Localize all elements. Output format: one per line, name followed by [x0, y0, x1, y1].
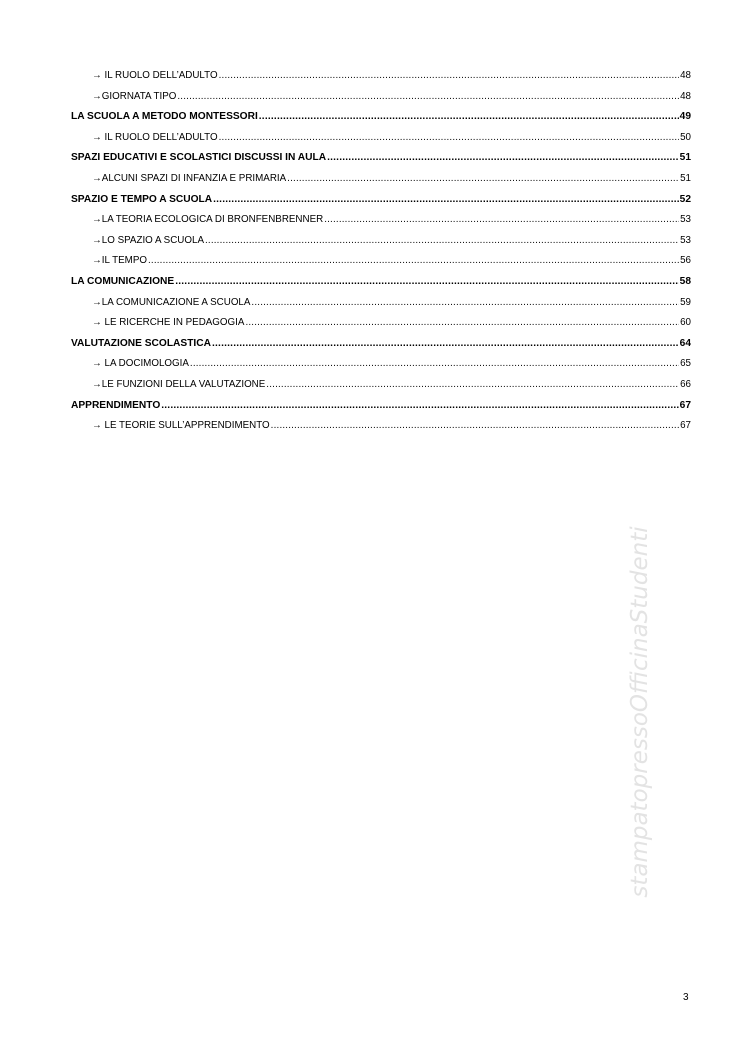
- toc-section-entry[interactable]: [71, 375, 691, 396]
- toc-section-entry[interactable]: [71, 293, 691, 314]
- toc-section-entry[interactable]: [71, 210, 691, 231]
- toc-dot-leader: [327, 148, 679, 169]
- toc-dot-leader: [190, 354, 679, 375]
- toc-entry-page-number: 53: [680, 214, 691, 226]
- table-of-contents: [71, 66, 691, 437]
- toc-entry-title: →LO SPAZIO A SCUOLA: [92, 234, 204, 246]
- toc-entry-page-number: 52: [679, 193, 691, 205]
- toc-chapter-entry[interactable]: [71, 148, 691, 169]
- toc-entry-title: →LA TEORIA ECOLOGICA DI BRONFENBRENNER: [92, 214, 324, 226]
- toc-entry-page-number: 53: [680, 234, 691, 246]
- toc-entry-title: SPAZI EDUCATIVI E SCOLASTICI DISCUSSI IN AULA: [71, 152, 327, 164]
- toc-dot-leader: [259, 107, 679, 128]
- toc-section-entry[interactable]: [71, 169, 691, 190]
- watermark: stampatopressoOfficinaStudenti: [627, 526, 653, 898]
- toc-dot-leader: [161, 396, 678, 417]
- toc-entry-page-number: 67: [680, 420, 691, 432]
- toc-chapter-entry[interactable]: [71, 107, 691, 128]
- toc-entry-title: LA SCUOLA A METODO MONTESSORI: [71, 111, 258, 123]
- toc-entry-page-number: 48: [680, 90, 691, 102]
- toc-entry-page-number: 49: [679, 111, 691, 123]
- toc-section-entry[interactable]: [71, 313, 691, 334]
- toc-dot-leader: [205, 231, 679, 252]
- toc-entry-page-number: 58: [679, 275, 691, 287]
- toc-entry-title: → LE TEORIE SULL’APPRENDIMENTO: [92, 420, 270, 432]
- toc-chapter-entry[interactable]: [71, 334, 691, 355]
- toc-dot-leader: [287, 169, 679, 190]
- toc-entry-page-number: 50: [680, 131, 691, 143]
- toc-entry-page-number: 48: [680, 70, 691, 81]
- toc-dot-leader: [245, 313, 679, 334]
- toc-section-entry[interactable]: [71, 87, 691, 108]
- toc-chapter-entry[interactable]: [71, 396, 691, 417]
- toc-section-entry[interactable]: [71, 66, 691, 87]
- toc-dot-leader: [251, 293, 679, 314]
- toc-section-entry[interactable]: [71, 416, 691, 437]
- toc-entry-page-number: 67: [679, 399, 691, 411]
- page-number: 3: [683, 992, 689, 1003]
- toc-entry-title: APPRENDIMENTO: [71, 399, 161, 411]
- toc-entry-page-number: 66: [680, 378, 691, 390]
- toc-dot-leader: [266, 375, 679, 396]
- toc-entry-page-number: 56: [680, 255, 691, 267]
- toc-dot-leader: [219, 66, 680, 87]
- toc-entry-page-number: 51: [680, 172, 691, 184]
- toc-section-entry[interactable]: [71, 354, 691, 375]
- toc-entry-title: →IL TEMPO: [92, 255, 147, 267]
- toc-section-entry[interactable]: [71, 128, 691, 149]
- toc-dot-leader: [219, 128, 680, 149]
- toc-entry-page-number: 64: [679, 337, 691, 349]
- toc-dot-leader: [213, 190, 679, 211]
- toc-entry-title: →LE FUNZIONI DELLA VALUTAZIONE: [92, 378, 266, 390]
- toc-entry-title: VALUTAZIONE SCOLASTICA: [71, 337, 211, 349]
- toc-chapter-entry[interactable]: [71, 272, 691, 293]
- toc-entry-title: LA COMUNICAZIONE: [71, 275, 175, 287]
- toc-entry-page-number: 51: [679, 152, 691, 164]
- toc-entry-title: SPAZIO E TEMPO A SCUOLA: [71, 193, 213, 205]
- toc-dot-leader: [212, 334, 679, 355]
- toc-entry-page-number: 60: [680, 317, 691, 329]
- toc-section-entry[interactable]: [71, 251, 691, 272]
- toc-entry-page-number: 65: [680, 358, 691, 370]
- toc-entry-title: → IL RUOLO DELL’ADULTO: [92, 131, 218, 143]
- toc-entry-title: → LA DOCIMOLOGIA: [92, 358, 189, 370]
- toc-dot-leader: [324, 210, 679, 231]
- toc-entry-title: → LE RICERCHE IN PEDAGOGIA: [92, 317, 245, 329]
- toc-entry-title: →ALCUNI SPAZI DI INFANZIA E PRIMARIA: [92, 172, 287, 184]
- toc-section-entry[interactable]: [71, 231, 691, 252]
- toc-entry-title: → IL RUOLO DELL’ADULTO: [92, 70, 218, 81]
- toc-dot-leader: [271, 416, 679, 437]
- toc-dot-leader: [148, 251, 679, 272]
- toc-dot-leader: [177, 87, 679, 108]
- toc-entry-title: →LA COMUNICAZIONE A SCUOLA: [92, 296, 251, 308]
- toc-entry-page-number: 59: [680, 296, 691, 308]
- toc-chapter-entry[interactable]: [71, 190, 691, 211]
- toc-dot-leader: [175, 272, 678, 293]
- toc-entry-title: →GIORNATA TIPO: [92, 90, 177, 102]
